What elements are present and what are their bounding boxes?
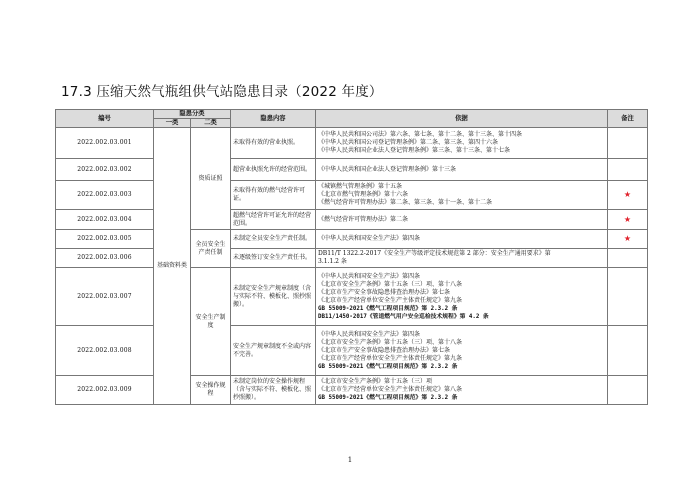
row-code: 2022.002.03.005 (56, 230, 154, 249)
star-mark-icon: ★ (608, 210, 648, 230)
table-row (56, 326, 648, 376)
basis-line: 《北京市生产安全事故隐患排查治理办法》第七条 (318, 288, 451, 296)
basis-line: 《中华人民共和国公司法》第六条、第七条、第十二条、第十三条、第十四条 (318, 131, 523, 138)
row-note (608, 326, 648, 376)
table-row (56, 159, 648, 181)
row-note (608, 159, 648, 181)
basis-line: GB 55009-2021《燃气工程项目规范》第 2.3.2 条 (318, 305, 458, 312)
basis-line: 《中华人民共和国公司登记管理条例》第二条、第三条、第四十六条 (318, 139, 499, 146)
row-basis (316, 249, 608, 268)
basis-line: 《北京市安全生产条例》第十五条（三）项、第十八条 (318, 338, 463, 346)
row-basis (316, 268, 608, 326)
row-basis (316, 159, 608, 181)
row-code: 2022.002.03.008 (56, 326, 154, 376)
row-content: 未制定全员安全生产责任制。 (231, 230, 316, 249)
table-row (56, 128, 648, 159)
cat2-fullstaff: 全员安全生产责任制 (191, 230, 231, 268)
row-basis (316, 210, 608, 230)
basis-line: 3.1.1.2 条 (318, 258, 347, 265)
header-note: 备注 (608, 110, 648, 128)
table-row (56, 376, 648, 405)
basis-line: GB 55009-2021《燃气工程项目规范》第 2.3.2 条 (318, 363, 458, 370)
table-row (56, 268, 648, 326)
basis-line: 《北京市安全生产条例》第十五条（三）项 (318, 378, 433, 385)
basis-line: 《北京市生产经营单位安全生产主体责任规定》第九条 (318, 296, 463, 304)
basis-line: 《北京市安全生产条例》第十五条（三）项、第十八条 (318, 280, 463, 288)
row-content: 未取得有效的燃气经营许可证。 (231, 181, 316, 210)
row-basis (316, 181, 608, 210)
header-cat2: 二类 (191, 119, 231, 128)
row-content: 安全生产规章制度不全或内容不完善。 (231, 326, 316, 376)
header-content: 隐患内容 (231, 110, 316, 128)
row-content: 未制定岗位的安全操作规程（含与实际不符、模板化、照抄照搬）。 (231, 376, 316, 405)
row-note (608, 128, 648, 159)
row-code: 2022.002.03.007 (56, 268, 154, 326)
header-category: 隐患分类 (154, 110, 231, 119)
basis-line: 《北京市生产经营单位安全生产主体责任规定》第九条 (318, 354, 463, 362)
page-title: 17.3 压缩天然气瓶组供气站隐患目录（2022 年度） (61, 84, 383, 100)
row-content: 未逐级签订安全生产责任书。 (231, 249, 316, 268)
row-code: 2022.002.03.006 (56, 249, 154, 268)
cat2-safety-system: 安全生产制度 (191, 268, 231, 376)
cat1-cell: 基础资料类 (154, 128, 191, 405)
header-code: 编号 (56, 110, 154, 128)
header-basis: 依据 (316, 110, 608, 128)
row-content: 未制定安全生产规章制度（含与实际不符、模板化、照抄照搬）。 (231, 268, 316, 326)
basis-line: 《中华人民共和国企业法人登记管理条例》第十三条 (318, 165, 457, 173)
row-note (608, 376, 648, 405)
page-number: 1 (347, 456, 353, 464)
star-mark-icon: ★ (608, 181, 648, 210)
row-content: 未取得有效的营业执照。 (231, 128, 316, 159)
table-row (56, 210, 648, 230)
hazard-table (55, 109, 648, 405)
row-code: 2022.002.03.002 (56, 159, 154, 181)
row-note (608, 268, 648, 326)
row-basis (316, 376, 608, 405)
basis-line: 《中华人民共和国安全生产法》第四条 (318, 330, 421, 338)
basis-line: 《中华人民共和国安全生产法》第四条 (318, 235, 421, 242)
row-code: 2022.002.03.004 (56, 210, 154, 230)
row-code: 2022.002.03.003 (56, 181, 154, 210)
row-basis (316, 326, 608, 376)
basis-line: 《北京市生产经营单位安全生产主体责任规定》第八条 (318, 386, 463, 393)
row-code: 2022.002.03.001 (56, 128, 154, 159)
basis-line: DB11/T 1322.2-2017《安全生产等级评定技术规范第 2 部分：安全生产通用要求》第 (318, 250, 551, 257)
star-mark-icon: ★ (608, 230, 648, 249)
basis-line: 《城镇燃气管理条例》第十五条 (318, 183, 403, 190)
basis-line: 《北京市燃气管理条例》第十六条 (318, 191, 409, 198)
basis-line: 《北京市生产安全事故隐患排查治理办法》第七条 (318, 346, 451, 354)
header-cat1: 一类 (154, 119, 191, 128)
row-basis (316, 128, 608, 159)
cat2-qualification: 资质证照 (191, 128, 231, 230)
basis-line: 《燃气经营许可管理办法》第二条 (318, 215, 409, 223)
table-row (56, 181, 648, 210)
table-row (56, 249, 648, 268)
row-content: 超燃气经营许可证允许的经营范围。 (231, 210, 316, 230)
row-note (608, 249, 648, 268)
row-basis (316, 230, 608, 249)
basis-line: DB11/1450-2017《管道燃气用户安全巡检技术规程》第 4.2 条 (318, 313, 489, 320)
table-row (56, 230, 648, 249)
row-code: 2022.002.03.009 (56, 376, 154, 405)
basis-line: GB 55009-2021《燃气工程项目规范》第 2.3.2 条 (318, 395, 458, 401)
basis-line: 《中华人民共和国企业法人登记管理条例》第三条、第十三条、第十七条 (318, 147, 511, 154)
basis-line: 《燃气经营许可管理办法》第二条、第三条、第十一条、第十二条 (318, 199, 493, 206)
row-content: 超营业执照允许的经营范围。 (231, 159, 316, 181)
basis-line: 《中华人民共和国安全生产法》第四条 (318, 272, 421, 280)
cat2-operation: 安全操作规程 (191, 376, 231, 405)
